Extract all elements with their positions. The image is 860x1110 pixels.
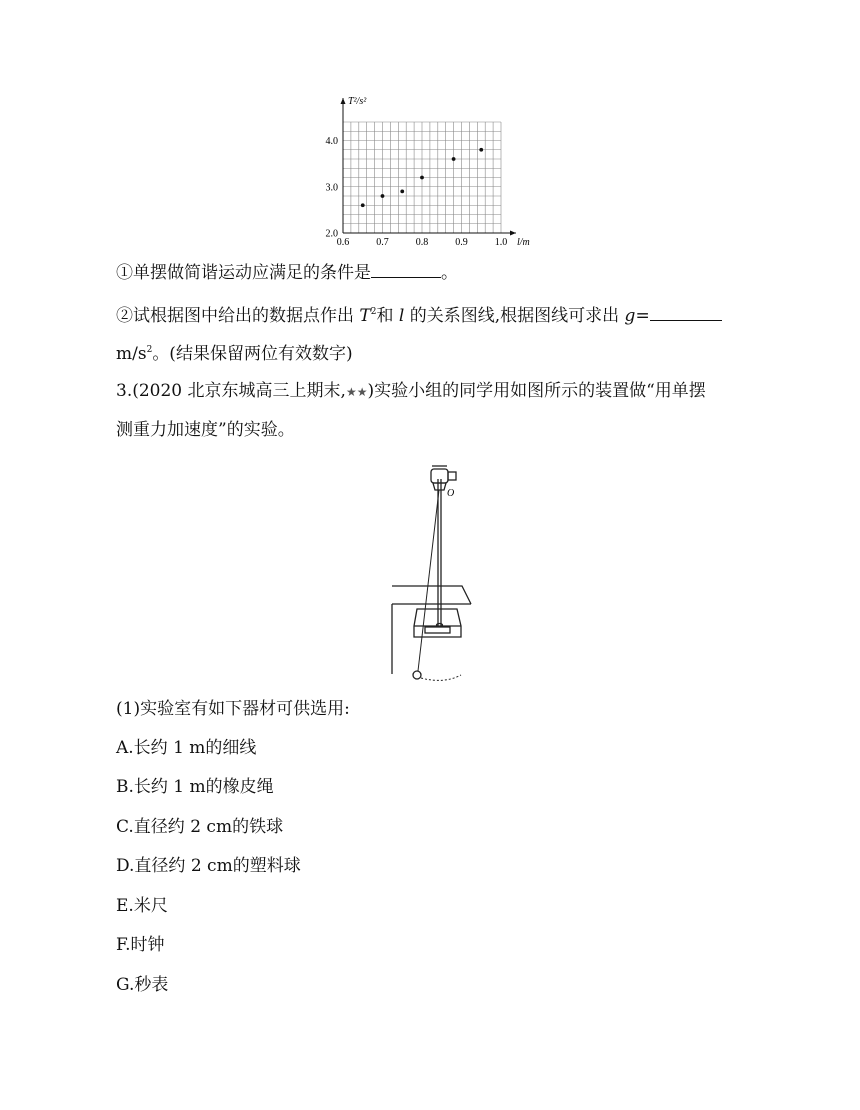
question-3-text: )实验小组的同学用如图所示的装置做“用单摆: [367, 381, 706, 401]
symbol-g: g: [624, 306, 636, 326]
option-a: [116, 736, 256, 760]
sub-question-1: [116, 697, 350, 721]
option-e: [116, 894, 168, 918]
option-a-text: A.长约 1 m的细线: [116, 738, 257, 758]
question-2-line-2: [116, 338, 353, 366]
question-2-text-b: 和: [376, 306, 399, 326]
pendulum-string: [418, 490, 439, 671]
y-tick-label: 3.0: [325, 182, 338, 194]
question-3-line-1: [116, 379, 706, 404]
question-2-note: 。(结果保留两位有效数字): [152, 344, 353, 364]
question-2-text-a: ②试根据图中给出的数据点作出: [116, 306, 360, 326]
t2-vs-l-chart: [0, 0, 860, 260]
y-axis-label: T²/s²: [348, 96, 367, 107]
data-point: [420, 176, 424, 180]
data-point: [452, 157, 456, 161]
equals-sign: =: [635, 306, 650, 326]
chart-tick-labels: [326, 136, 508, 248]
question-2-line: [116, 300, 722, 328]
x-tick-label: 0.7: [376, 237, 389, 248]
question-3-line-2: [116, 418, 295, 442]
difficulty-stars-icon: ★★: [345, 385, 368, 399]
question-1-line: [116, 259, 458, 285]
y-axis-arrow: [341, 98, 346, 104]
x-axis-label: l/m: [517, 237, 530, 248]
option-c-text: C.直径约 2 cm的铁球: [116, 817, 284, 837]
answer-blank-2: [650, 302, 722, 321]
x-axis-arrow: [510, 231, 516, 236]
option-b-text: B.长约 1 m的橡皮绳: [116, 777, 274, 797]
answer-blank-1: [371, 259, 441, 278]
option-d-text: D.直径约 2 cm的塑料球: [116, 856, 301, 876]
x-tick-label: 0.6: [336, 237, 350, 248]
unit-text: m/s: [116, 344, 147, 364]
y-tick-label: 4.0: [325, 136, 338, 147]
question-1-text: ①单摆做简谐运动应满足的条件是: [116, 263, 371, 283]
option-c: [116, 815, 283, 839]
pendulum-apparatus-figure: [0, 450, 860, 690]
data-point: [479, 148, 483, 152]
option-g: [116, 973, 168, 997]
sub-question-1-title: (1)实验室有如下器材可供选用:: [116, 699, 350, 719]
option-g-text: G.秒表: [116, 975, 169, 995]
option-f-text: F.时钟: [116, 935, 165, 955]
x-tick-label: 1.0: [494, 237, 508, 248]
table-top: [392, 586, 471, 604]
option-d: [116, 854, 301, 878]
symbol-l: l: [398, 306, 405, 326]
clamp-block: [431, 469, 448, 483]
data-point: [381, 194, 385, 198]
swing-arc: [421, 675, 461, 680]
unit-superscript: 2: [146, 345, 153, 355]
data-point: [361, 203, 365, 207]
option-b: [116, 775, 274, 799]
symbol-t: T: [359, 306, 371, 326]
option-f: [116, 933, 165, 957]
question-2-text-c: 的关系图线,根据图线可求出: [404, 306, 625, 326]
question-1-suffix: 。: [441, 263, 458, 283]
option-e-text: E.米尺: [116, 896, 168, 916]
superscript-2: 2: [370, 307, 377, 317]
x-tick-label: 0.8: [415, 237, 429, 248]
x-tick-label: 0.9: [455, 237, 468, 248]
question-3-text-2: 测重力加速度”的实验。: [116, 420, 295, 440]
y-tick-label: 2.0: [325, 228, 338, 240]
data-point: [400, 189, 404, 193]
pendulum-bob: [413, 671, 421, 679]
question-3-source: 3.(2020 北京东城高三上期末,: [116, 381, 346, 401]
label-o: O: [447, 488, 455, 499]
